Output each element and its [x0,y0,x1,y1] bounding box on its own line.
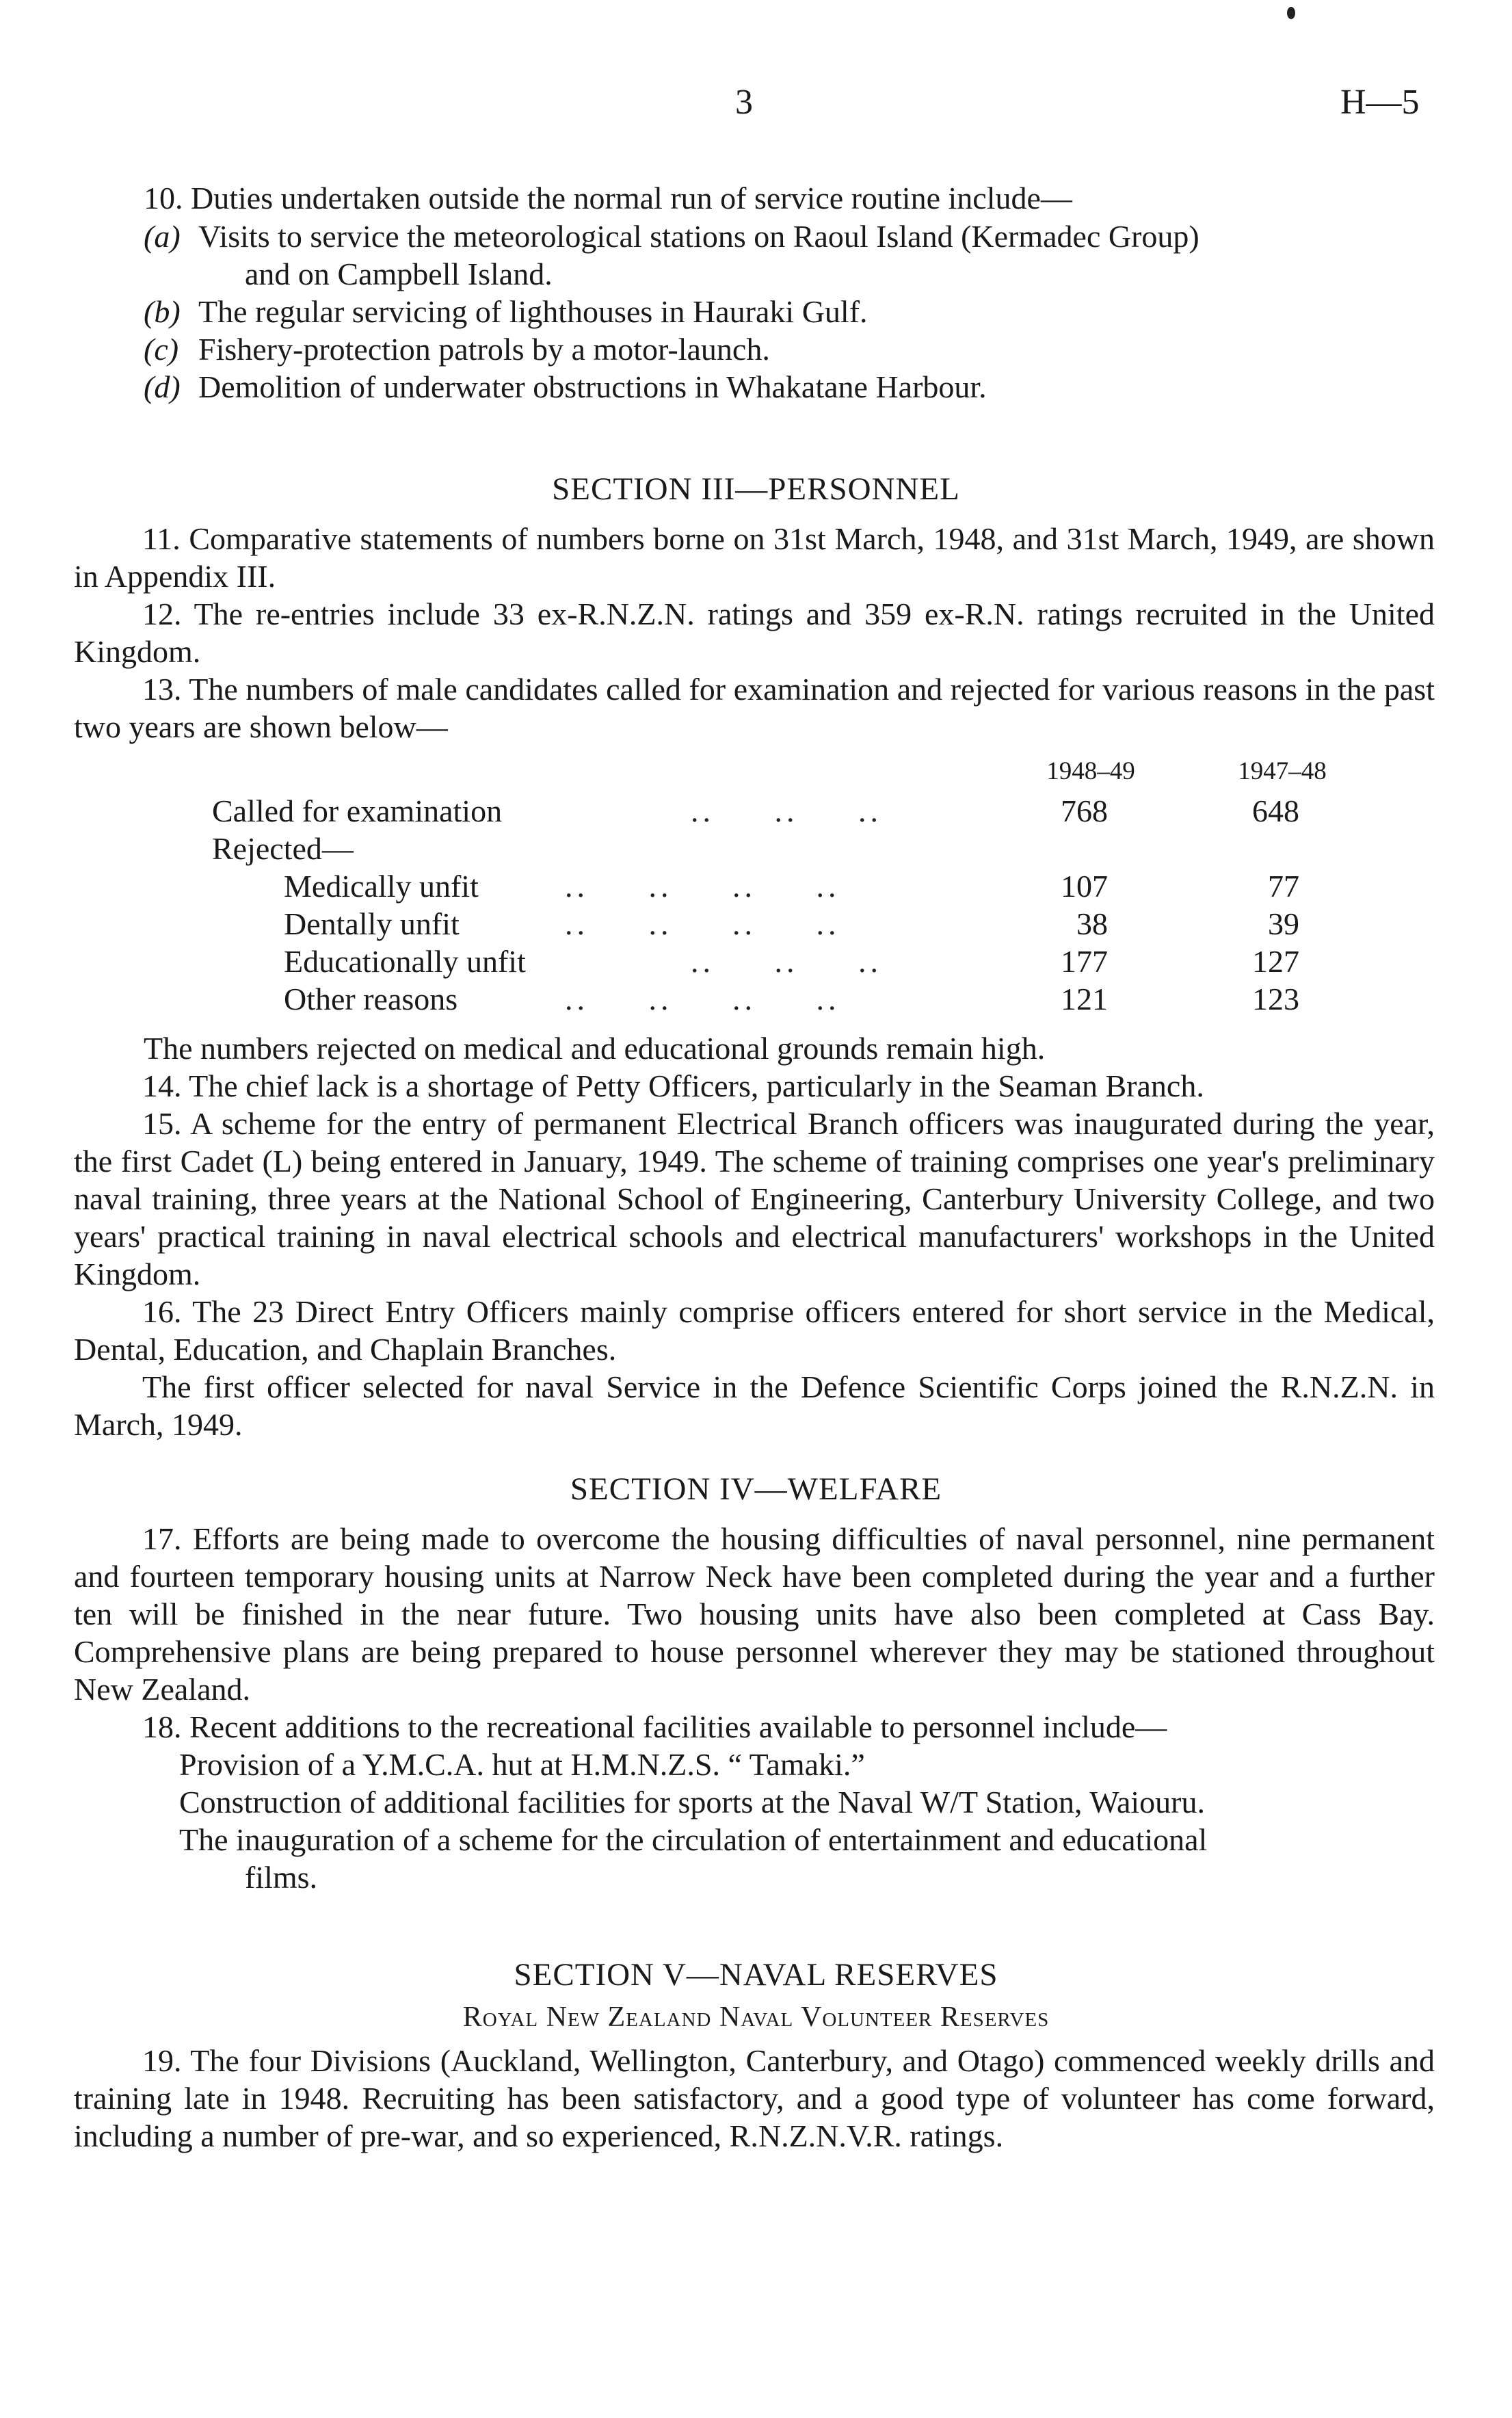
table-row-label: Called for examination [212,793,503,828]
table-row-label: Educationally unfit [284,944,526,979]
table-cell-1947-48: 123 [1252,982,1299,1016]
list-item-label: (a) [144,219,181,254]
list-item-text: Fishery-protection patrols by a motor-launch. [198,332,770,367]
paragraph-15: 15. A scheme for the entry of permanent Electrical Branch officers was inaugurated during the year, the first Cadet (L) being entered in January, 1949. The scheme of training comprises one year's preliminary naval training, three years at the National School of Engineering, Canterbury University College, and two years' practical training in naval electrical schools and electrical manufacturers' workshops in the United Kingdom. [74,1106,1435,1291]
paragraph-19: 19. The four Divisions (Auckland, Wellington, Canterbury, and Otago) commenced weekly drills and training late in 1948. Recruiting has been satisfactory, and a good type of volunteer has come forward, including a number of pre-war, and so experienced, R.N.Z.N.V.R. ratings. [74,2043,1435,2153]
column-header-1948-49: 1948–49 [1046,757,1135,785]
paragraph-13: 13. The numbers of male candidates called for examination and rejected for various reasons in the past two years are shown below— [74,672,1435,744]
list-item-label: (b) [144,294,181,329]
list-item-label: (d) [144,369,181,404]
list-item-text: Visits to service the meteorological stations on Raoul Island (Kermadec Group) [198,219,1199,254]
table-row-label: Medically unfit [284,869,479,904]
list-item-text: The regular servicing of lighthouses in Hauraki Gulf. [198,294,868,329]
table-cell-1947-48: 77 [1268,869,1299,904]
dot-leader: .. .. .. [691,793,882,828]
table-cell-1948-49: 768 [1061,793,1108,828]
table-cell-1948-49: 107 [1061,869,1108,904]
paragraph-14: 14. The chief lack is a shortage of Petty Officers, particularly in the Seaman Branch. [142,1068,1204,1103]
table-row-label: Other reasons [284,982,458,1016]
paragraph-13-after: The numbers rejected on medical and educational grounds remain high. [144,1031,1046,1066]
page-number: 3 [735,83,753,122]
section-subheading: Royal New Zealand Naval Volunteer Reserves [462,2001,1050,2033]
section-heading: SECTION III—PERSONNEL [552,471,960,507]
list-item: The inauguration of a scheme for the circulation of entertainment and educational [179,1822,1208,1857]
table-row-label: Rejected— [212,831,354,866]
dot-leader: .. .. .. .. [565,982,840,1016]
paragraph-17: 17. Efforts are being made to overcome the housing difficulties of naval personnel, nine permanent and fourteen temporary housing units at Narrow Neck have been completed during the year and a further ten will be finished in the near future. Two housing units have also been completed at Cass Bay. Comprehensive plans are being prepared to house personnel wherever they may be stationed throughout New Zealand. [74,1521,1435,1707]
dot-leader: .. .. .. .. [565,906,840,941]
list-item: Construction of additional facilities for sports at the Naval W/T Station, Waiouru. [179,1785,1205,1819]
section-heading: SECTION IV—WELFARE [570,1471,942,1507]
paragraph-18: 18. Recent additions to the recreational facilities available to personnel include— [142,1709,1167,1744]
list-item: Provision of a Y.M.C.A. hut at H.M.N.Z.S. “ Tamaki.” [179,1747,865,1782]
table-cell-1947-48: 127 [1252,944,1299,979]
dot-leader: .. .. .. [691,944,882,979]
list-item-text: Demolition of underwater obstructions in Whakatane Harbour. [198,369,987,404]
paragraph-10-intro: 10. Duties undertaken outside the normal run of service routine include— [144,181,1072,215]
table-cell-1948-49: 121 [1061,982,1108,1016]
list-item-text-cont: and on Campbell Island. [245,257,553,291]
table-cell-1947-48: 39 [1268,906,1299,941]
table-row-label: Dentally unfit [284,906,460,941]
paragraph-11: 11. Comparative statements of numbers borne on 31st March, 1948, and 31st March, 1949, are shown in Appendix III. [74,521,1435,594]
table-cell-1947-48: 648 [1252,793,1299,828]
list-item-label: (c) [144,332,179,367]
paragraph-16: 16. The 23 Direct Entry Officers mainly comprise officers entered for short service in the Medical, Dental, Education, and Chaplain Branches. [74,1294,1435,1367]
table-cell-1948-49: 38 [1076,906,1108,941]
document-code: H—5 [1340,83,1420,122]
margin-mark [1287,7,1295,19]
dot-leader: .. .. .. .. [565,869,840,904]
paragraph-12: 12. The re-entries include 33 ex-R.N.Z.N. ratings and 359 ex-R.N. ratings recruited in the United Kingdom. [74,596,1435,669]
table-cell-1948-49: 177 [1061,944,1108,979]
section-heading: SECTION V—NAVAL RESERVES [514,1957,998,1993]
column-header-1947-48: 1947–48 [1238,757,1327,785]
list-item-cont: films. [245,1860,318,1895]
paragraph-16b: The first officer selected for naval Service in the Defence Scientific Corps joined the R.N.Z.N. in March, 1949. [74,1369,1435,1442]
